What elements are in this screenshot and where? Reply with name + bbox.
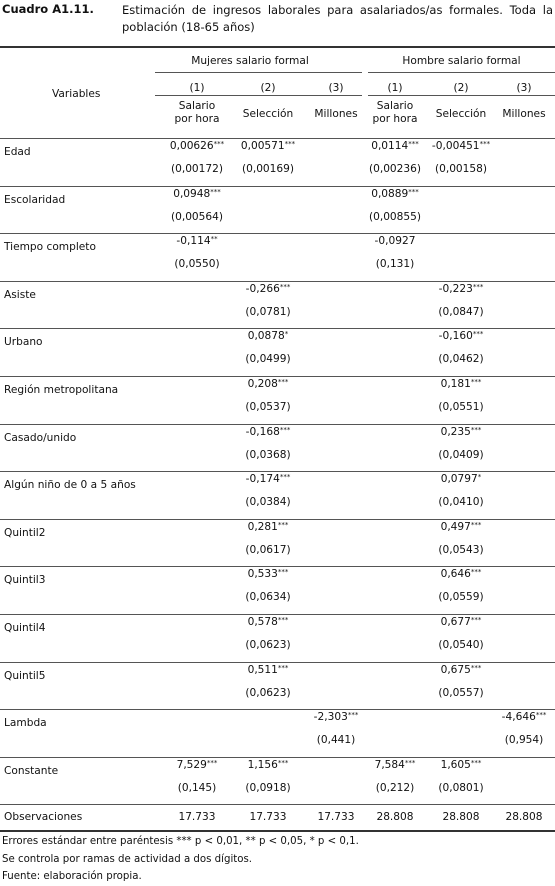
coefficient-cell: 0,646*** bbox=[440, 568, 482, 581]
significance-stars: *** bbox=[277, 378, 289, 386]
std-error-cell: (0,0551) bbox=[438, 401, 484, 413]
std-error-cell: (0,0634) bbox=[245, 591, 291, 604]
significance-stars: *** bbox=[279, 282, 291, 291]
std-error-cell: (0,441) bbox=[316, 734, 356, 747]
std-error-cell: (0,0368) bbox=[245, 448, 291, 461]
note-source: Fuente: elaboración propia. bbox=[2, 871, 142, 882]
coefficient-cell: 7,529*** bbox=[176, 758, 218, 771]
std-error-cell: (0,00172) bbox=[170, 163, 224, 175]
std-error-cell: (0,0543) bbox=[438, 543, 484, 556]
significance-stars: *** bbox=[277, 758, 289, 767]
significance-stars: *** bbox=[479, 140, 491, 148]
significance-stars: *** bbox=[470, 568, 482, 577]
std-error-cell: (0,00855) bbox=[368, 210, 422, 223]
row-label: Escolaridad bbox=[4, 193, 66, 206]
coefficient-cell: 1,156*** bbox=[247, 758, 289, 771]
coefficient-cell: 0,281*** bbox=[247, 520, 289, 533]
std-error-cell: (0,954) bbox=[504, 734, 544, 747]
table-row bbox=[0, 757, 555, 805]
significance-stars: *** bbox=[284, 140, 296, 148]
significance-stars: *** bbox=[470, 425, 482, 434]
coefficient-cell: 7,584*** bbox=[374, 758, 416, 771]
significance-stars: *** bbox=[470, 378, 482, 386]
std-error-cell: (0,0384) bbox=[245, 496, 291, 509]
significance-stars: * bbox=[284, 330, 289, 339]
row-label: Región metropolitana bbox=[4, 384, 119, 396]
row-label: Quintil3 bbox=[4, 574, 46, 587]
coefficient-cell: -0,174*** bbox=[245, 473, 291, 486]
std-error-cell: (0,0557) bbox=[438, 686, 484, 699]
coefficient-cell: -0,168*** bbox=[245, 425, 291, 438]
significance-stars: *** bbox=[279, 473, 291, 482]
std-error-cell: (0,0499) bbox=[245, 353, 291, 366]
std-error-cell: (0,212) bbox=[375, 781, 415, 794]
significance-stars: *** bbox=[279, 425, 291, 434]
coefficient-cell: -0,160*** bbox=[438, 330, 484, 343]
group-header-mujeres: Mujeres salario formal bbox=[191, 55, 309, 67]
caption-label: Cuadro A1.11. bbox=[2, 2, 94, 16]
table-row bbox=[0, 662, 555, 710]
table-row bbox=[0, 709, 555, 757]
row-label: Edad bbox=[4, 146, 31, 158]
top-rule bbox=[0, 46, 555, 48]
group-underline-mujeres bbox=[155, 72, 362, 73]
table-row bbox=[0, 376, 555, 424]
observations-row bbox=[0, 804, 555, 830]
row-label: Quintil4 bbox=[4, 622, 46, 634]
note-significance: Errores estándar entre paréntesis *** p < 0,01, ** p < 0,05, * p < 0,1. bbox=[2, 836, 359, 847]
std-error-cell: (0,0847) bbox=[438, 305, 484, 318]
significance-stars: *** bbox=[535, 711, 547, 720]
row-label: Casado/unido bbox=[4, 431, 77, 444]
std-error-cell: (0,0409) bbox=[438, 448, 484, 461]
significance-stars: ** bbox=[210, 235, 218, 244]
row-label: Lambda bbox=[4, 717, 47, 730]
column-number: (3) bbox=[516, 82, 532, 94]
std-error-cell: (0,00564) bbox=[170, 210, 224, 223]
column-number: (2) bbox=[260, 82, 276, 94]
group-header-hombres: Hombre salario formal bbox=[402, 55, 521, 67]
coefficient-cell: 0,0889*** bbox=[371, 187, 419, 200]
significance-stars: *** bbox=[408, 140, 419, 148]
coefficient-cell: 0,0797* bbox=[440, 473, 482, 486]
significance-stars: *** bbox=[277, 616, 289, 624]
bottom-rule bbox=[0, 830, 555, 832]
colnum-underline bbox=[368, 95, 555, 96]
column-name: Millones bbox=[502, 108, 546, 120]
coefficient-cell: -0,223*** bbox=[438, 282, 484, 295]
column-name: Millones bbox=[314, 108, 358, 120]
significance-stars: *** bbox=[470, 758, 482, 767]
std-error-cell: (0,0410) bbox=[438, 496, 484, 509]
coefficient-cell: -4,646*** bbox=[501, 711, 547, 724]
caption-text: Estimación de ingresos laborales para asalariados/as formales. Toda la población (18-65 años) bbox=[122, 3, 553, 34]
std-error-cell: (0,0781) bbox=[245, 305, 291, 318]
std-error-cell: (0,145) bbox=[177, 781, 217, 794]
significance-stars: *** bbox=[277, 568, 289, 577]
table-row bbox=[0, 138, 555, 186]
table-row bbox=[0, 614, 555, 662]
coefficient-cell: 1,605*** bbox=[440, 758, 482, 771]
coefficient-cell: -2,303*** bbox=[313, 711, 359, 724]
significance-stars: *** bbox=[404, 758, 416, 767]
std-error-cell: (0,0540) bbox=[438, 639, 484, 651]
row-label: Observaciones bbox=[4, 811, 83, 824]
coefficient-cell: -0,0927 bbox=[374, 235, 416, 248]
table-notes bbox=[2, 833, 359, 886]
observations-cell: 28.808 bbox=[442, 811, 480, 824]
row-label: Asiste bbox=[4, 288, 36, 301]
std-error-cell: (0,0623) bbox=[245, 686, 291, 699]
std-error-cell: (0,00236) bbox=[368, 163, 422, 175]
std-error-cell: (0,00169) bbox=[241, 163, 295, 175]
row-label: Tiempo completo bbox=[4, 241, 96, 254]
std-error-cell: (0,0537) bbox=[245, 401, 291, 413]
table-row bbox=[0, 281, 555, 329]
significance-stars: *** bbox=[470, 663, 482, 672]
observations-cell: 17.733 bbox=[317, 811, 355, 824]
coefficient-cell: -0,114** bbox=[176, 235, 218, 248]
observations-cell: 28.808 bbox=[376, 811, 414, 824]
row-label: Algún niño de 0 a 5 años bbox=[4, 479, 136, 492]
std-error-cell: (0,0918) bbox=[245, 781, 291, 794]
table-row bbox=[0, 424, 555, 472]
coefficient-cell: 0,208*** bbox=[247, 378, 289, 390]
significance-stars: *** bbox=[210, 187, 221, 196]
coefficient-cell: -0,00451*** bbox=[431, 140, 491, 152]
significance-stars: * bbox=[477, 473, 482, 482]
std-error-cell: (0,0559) bbox=[438, 591, 484, 604]
column-number: (3) bbox=[328, 82, 344, 94]
column-number: (2) bbox=[453, 82, 469, 94]
coefficient-cell: 0,0878* bbox=[247, 330, 289, 343]
column-name: Salario por hora bbox=[174, 100, 220, 125]
table-row bbox=[0, 233, 555, 281]
row-label: Urbano bbox=[4, 336, 43, 349]
std-error-cell: (0,0801) bbox=[438, 781, 484, 794]
column-name: Salario por hora bbox=[372, 100, 418, 125]
column-name: Selección bbox=[435, 108, 487, 120]
coefficient-cell: 0,0114*** bbox=[371, 140, 419, 152]
colnum-underline bbox=[155, 95, 362, 96]
table-row bbox=[0, 328, 555, 376]
std-error-cell: (0,0617) bbox=[245, 543, 291, 556]
table-caption bbox=[2, 2, 553, 38]
observations-cell: 17.733 bbox=[249, 811, 287, 824]
coefficient-cell: 0,511*** bbox=[247, 663, 289, 676]
table-row bbox=[0, 566, 555, 614]
observations-cell: 17.733 bbox=[178, 811, 216, 824]
coefficient-cell: 0,497*** bbox=[440, 520, 482, 533]
std-error-cell: (0,131) bbox=[375, 258, 415, 271]
table-row bbox=[0, 519, 555, 567]
row-label: Quintil5 bbox=[4, 669, 46, 682]
coefficient-cell: 0,578*** bbox=[247, 616, 289, 628]
column-number: (1) bbox=[387, 82, 403, 94]
std-error-cell: (0,00158) bbox=[434, 163, 488, 175]
table-row bbox=[0, 471, 555, 519]
std-error-cell: (0,0550) bbox=[174, 258, 220, 271]
significance-stars: *** bbox=[472, 282, 484, 291]
significance-stars: *** bbox=[408, 187, 419, 196]
table-row bbox=[0, 186, 555, 234]
coefficient-cell: 0,00626*** bbox=[169, 140, 225, 152]
coefficient-cell: 0,533*** bbox=[247, 568, 289, 581]
significance-stars: *** bbox=[470, 616, 482, 624]
coefficient-cell: -0,266*** bbox=[245, 282, 291, 295]
significance-stars: *** bbox=[472, 330, 484, 339]
coefficient-cell: 0,00571*** bbox=[240, 140, 296, 152]
observations-cell: 28.808 bbox=[505, 811, 543, 824]
column-number: (1) bbox=[189, 82, 205, 94]
significance-stars: *** bbox=[470, 520, 482, 529]
group-underline-hombres bbox=[368, 72, 555, 73]
column-name: Selección bbox=[242, 108, 294, 120]
row-label: Constante bbox=[4, 764, 59, 777]
significance-stars: *** bbox=[213, 140, 225, 148]
variables-header: Variables bbox=[52, 88, 101, 100]
row-label: Quintil2 bbox=[4, 526, 46, 539]
coefficient-cell: 0,675*** bbox=[440, 663, 482, 676]
significance-stars: *** bbox=[277, 663, 289, 672]
significance-stars: *** bbox=[347, 711, 359, 720]
coefficient-cell: 0,677*** bbox=[440, 616, 482, 628]
note-controls: Se controla por ramas de actividad a dos dígitos. bbox=[2, 853, 253, 865]
coefficient-cell: 0,0948*** bbox=[173, 187, 221, 200]
significance-stars: *** bbox=[206, 758, 218, 767]
significance-stars: *** bbox=[277, 520, 289, 529]
std-error-cell: (0,0623) bbox=[245, 639, 291, 651]
coefficient-cell: 0,235*** bbox=[440, 425, 482, 438]
coefficient-cell: 0,181*** bbox=[440, 378, 482, 390]
std-error-cell: (0,0462) bbox=[438, 353, 484, 366]
